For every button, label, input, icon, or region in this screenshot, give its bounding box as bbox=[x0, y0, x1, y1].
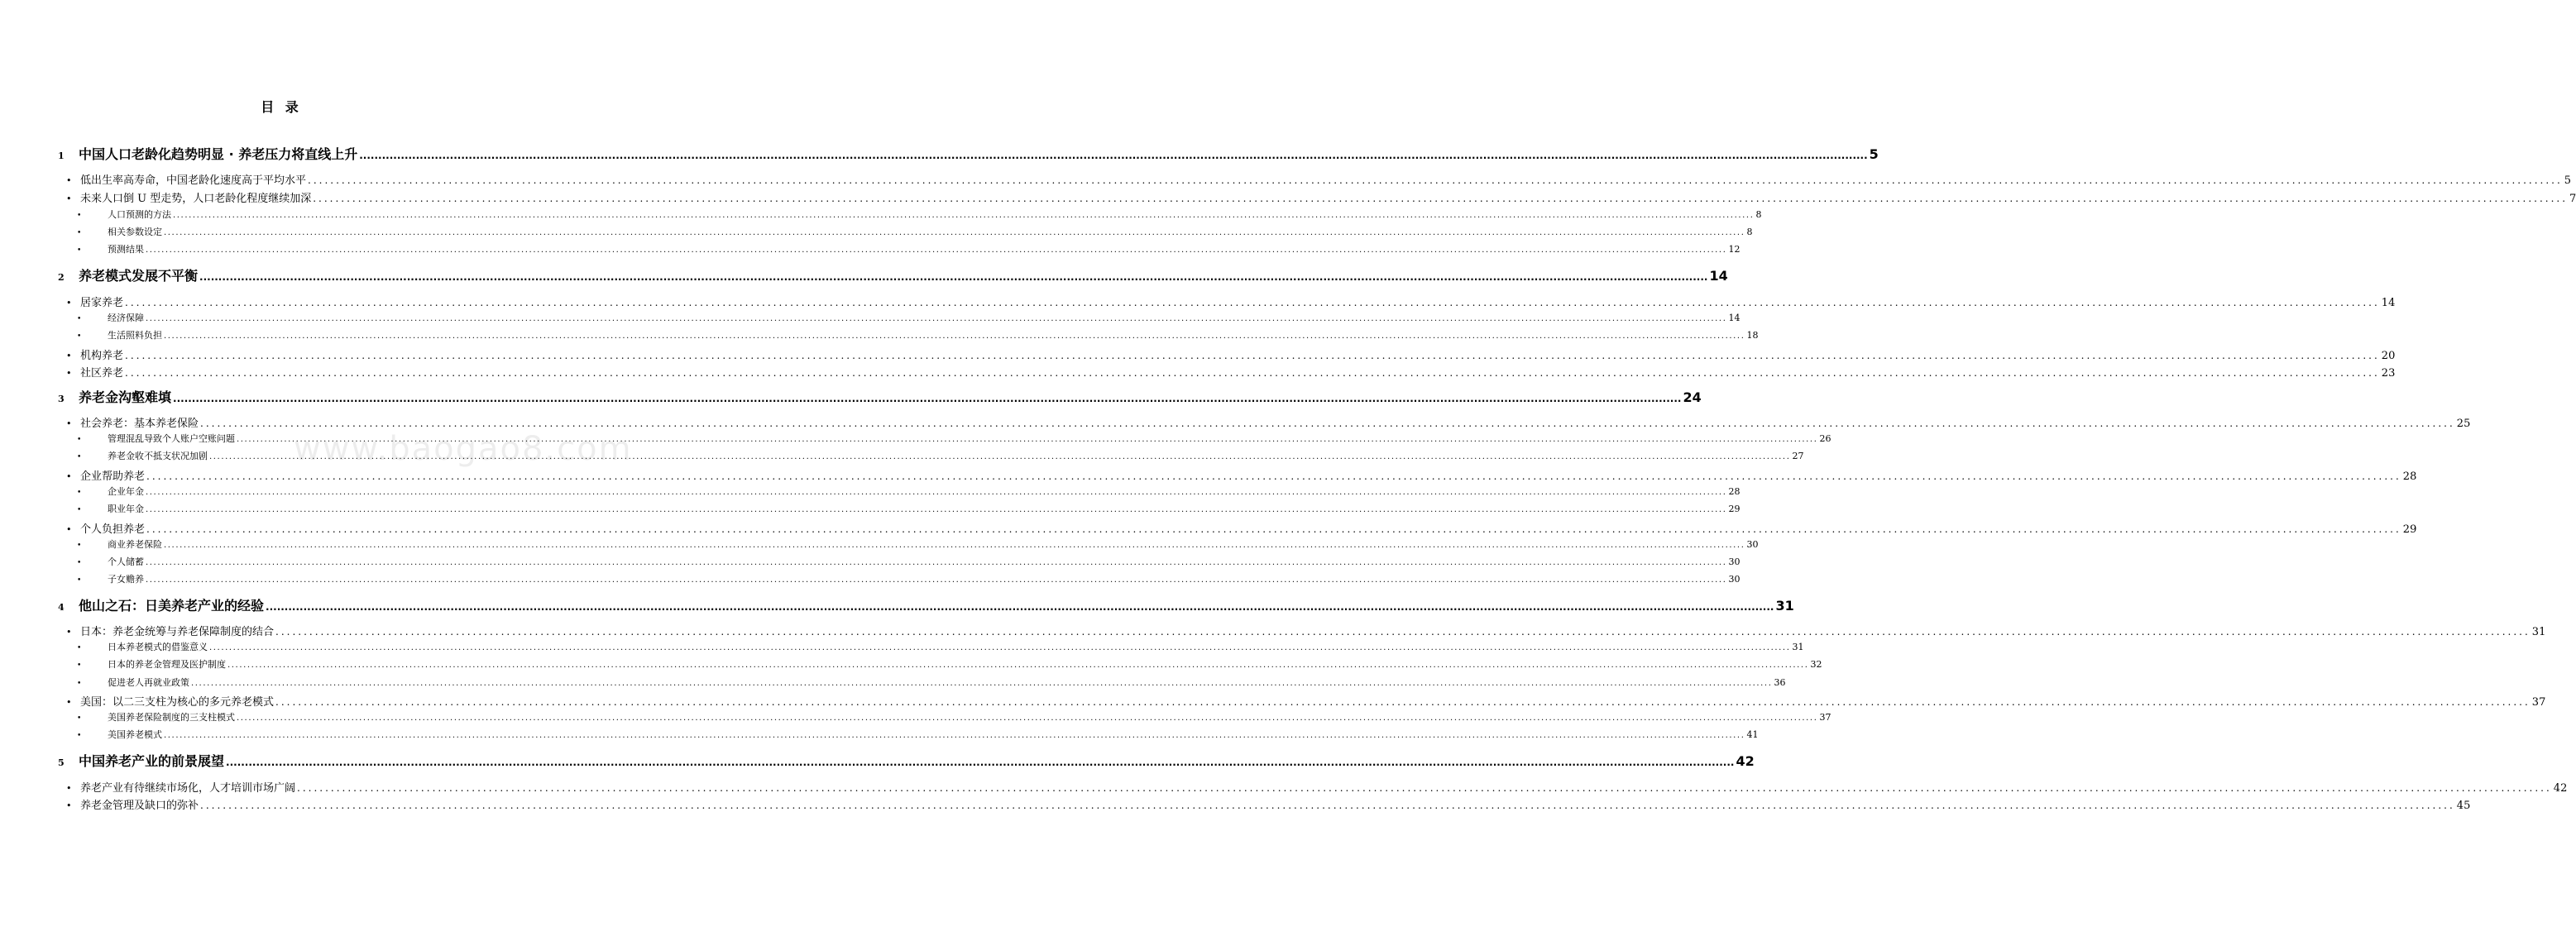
toc-entry-title: 预测结果 bbox=[108, 244, 144, 255]
dot-leader: ................................................................................................................................................................................................................................................................................................................................................................................................................ bbox=[146, 558, 1727, 567]
toc-page-number: 42 bbox=[1736, 753, 1755, 769]
page-title: 目 录 bbox=[261, 99, 302, 115]
dot-leader: ................................................................................................................................................................................................................................................................................................................................................................................................................ bbox=[146, 505, 1727, 514]
dot-leader: ................................................................................................................................................................................................................................................................................................................................................................................................................ bbox=[164, 731, 1745, 740]
toc-page-number: 41 bbox=[1746, 729, 1759, 740]
bullet-icon: • bbox=[77, 332, 82, 341]
bullet-icon: • bbox=[66, 697, 72, 708]
bullet-icon: • bbox=[77, 315, 82, 323]
toc-entry-title: 日本养老模式的借鉴意义 bbox=[108, 642, 208, 652]
dot-leader: ................................................................................................................................................................................................................................................................................................................................................................................................................ bbox=[266, 601, 1774, 613]
toc-page-number: 24 bbox=[1683, 389, 1702, 405]
toc-section[interactable] bbox=[66, 623, 2546, 638]
toc-page-number: 30 bbox=[1746, 539, 1759, 550]
toc-page-number: 36 bbox=[1774, 677, 1786, 688]
toc-section[interactable] bbox=[66, 693, 2546, 709]
toc-subsection[interactable] bbox=[77, 640, 1804, 653]
toc-subsection[interactable] bbox=[77, 449, 1804, 462]
dot-leader: ................................................................................................................................................................................................................................................................................................................................................................................................................ bbox=[173, 211, 1755, 220]
toc-chapter[interactable] bbox=[58, 144, 1879, 162]
toc-page-number: 14 bbox=[1709, 268, 1728, 284]
toc-entry-title: 促进老人再就业政策 bbox=[108, 677, 189, 688]
toc-page-number: 28 bbox=[2402, 470, 2417, 483]
toc-entry-title: 商业养老保险 bbox=[108, 539, 162, 550]
bullet-icon: • bbox=[77, 661, 82, 670]
toc-entry-title: 低出生率高寿命，中国老龄化速度高于平均水平 bbox=[80, 174, 307, 187]
toc-section[interactable] bbox=[66, 346, 2396, 362]
bullet-icon: • bbox=[77, 559, 82, 567]
chapter-number: 3 bbox=[58, 394, 65, 404]
toc-entry-title: 子女赡养 bbox=[108, 574, 144, 585]
bullet-icon: • bbox=[66, 175, 72, 186]
toc-page-number: 27 bbox=[1792, 451, 1804, 461]
toc-entry-title: 养老金收不抵支状况加剧 bbox=[108, 451, 208, 461]
toc-entry-title: 居家养老 bbox=[80, 297, 124, 309]
dot-leader: ................................................................................................................................................................................................................................................................................................................................................................................................................ bbox=[226, 757, 1735, 768]
toc-entry-title: 社会养老：基本养老保险 bbox=[80, 418, 199, 430]
dot-leader: ................................................................................................................................................................................................................................................................................................................................................................................................................ bbox=[227, 661, 1809, 670]
toc-chapter[interactable] bbox=[58, 751, 1755, 769]
toc-page-number: 20 bbox=[2381, 350, 2396, 362]
dot-leader: ................................................................................................................................................................................................................................................................................................................................................................................................................ bbox=[173, 393, 1682, 404]
toc-subsection[interactable] bbox=[77, 676, 1786, 689]
toc-subsection[interactable] bbox=[77, 572, 1740, 585]
toc-page-number: 7 bbox=[2569, 193, 2576, 205]
bullet-icon: • bbox=[66, 524, 72, 535]
toc-entry-title: 养老金管理及缺口的弥补 bbox=[80, 800, 199, 812]
bullet-icon: • bbox=[77, 212, 82, 220]
toc-page-number: 42 bbox=[2553, 782, 2568, 795]
toc-page-number: 26 bbox=[1819, 433, 1831, 444]
toc-subsection[interactable] bbox=[77, 537, 1759, 551]
bullet-icon: • bbox=[77, 229, 82, 237]
toc-page-number: 31 bbox=[1792, 642, 1804, 652]
toc-page-number: 30 bbox=[1728, 556, 1740, 567]
dot-leader: ................................................................................................................................................................................................................................................................................................................................................................................................................ bbox=[308, 174, 2563, 186]
toc-entry-title: 中国人口老龄化趋势明显 · 养老压力将直线上升 bbox=[79, 146, 358, 162]
bullet-icon: • bbox=[66, 193, 72, 204]
toc-entry-title: 美国养老保险制度的三支柱模式 bbox=[108, 712, 235, 723]
toc-chapter[interactable] bbox=[58, 265, 1728, 284]
toc-page-number: 29 bbox=[2402, 523, 2417, 536]
dot-leader: ................................................................................................................................................................................................................................................................................................................................................................................................................ bbox=[146, 314, 1727, 323]
toc-section[interactable] bbox=[66, 467, 2417, 483]
bullet-icon: • bbox=[66, 298, 72, 308]
dot-leader: ................................................................................................................................................................................................................................................................................................................................................................................................................ bbox=[125, 350, 2380, 361]
dot-leader: ................................................................................................................................................................................................................................................................................................................................................................................................................ bbox=[359, 150, 1868, 161]
toc-page-number: 25 bbox=[2456, 418, 2471, 430]
dot-leader: ................................................................................................................................................................................................................................................................................................................................................................................................................ bbox=[275, 626, 2531, 638]
bullet-icon: • bbox=[77, 644, 82, 652]
toc-entry-title: 职业年金 bbox=[108, 504, 144, 514]
toc-subsection[interactable] bbox=[77, 728, 1759, 741]
bullet-icon: • bbox=[66, 783, 72, 794]
toc-entry-title: 日本的养老金管理及医护制度 bbox=[108, 659, 226, 670]
toc-entry-title: 经济保障 bbox=[108, 313, 144, 323]
toc-subsection[interactable] bbox=[77, 710, 1831, 723]
toc-subsection[interactable] bbox=[77, 432, 1831, 445]
toc-page-number: 23 bbox=[2381, 367, 2396, 380]
dot-leader: ................................................................................................................................................................................................................................................................................................................................................................................................................ bbox=[146, 488, 1727, 497]
toc-entry-title: 个人储蓄 bbox=[108, 556, 144, 567]
toc-page-number: 37 bbox=[2531, 696, 2546, 709]
dot-leader: ................................................................................................................................................................................................................................................................................................................................................................................................................ bbox=[146, 470, 2401, 482]
toc-page-number: 31 bbox=[1775, 598, 1794, 614]
toc-entry-title: 他山之石：日美养老产业的经验 bbox=[79, 598, 265, 614]
bullet-icon: • bbox=[77, 542, 82, 550]
toc-entry-title: 养老金沟壑难填 bbox=[79, 389, 172, 405]
bullet-icon: • bbox=[77, 732, 82, 740]
toc-subsection[interactable] bbox=[77, 225, 1753, 238]
toc-entry-title: 生活照料负担 bbox=[108, 330, 162, 341]
bullet-icon: • bbox=[77, 714, 82, 723]
dot-leader: ................................................................................................................................................................................................................................................................................................................................................................................................................ bbox=[297, 782, 2552, 794]
bullet-icon: • bbox=[66, 800, 72, 811]
dot-leader: ................................................................................................................................................................................................................................................................................................................................................................................................................ bbox=[199, 271, 1708, 283]
toc-entry-title: 养老模式发展不平衡 bbox=[79, 268, 199, 284]
bullet-icon: • bbox=[66, 418, 72, 429]
toc-entry-title: 相关参数设定 bbox=[108, 227, 162, 237]
toc-section[interactable] bbox=[66, 796, 2471, 812]
toc-chapter[interactable] bbox=[58, 595, 1794, 614]
dot-leader: ................................................................................................................................................................................................................................................................................................................................................................................................................ bbox=[125, 297, 2380, 308]
toc-page-number: 8 bbox=[1746, 227, 1753, 237]
toc-page-number: 5 bbox=[2564, 174, 2572, 187]
dot-leader: ................................................................................................................................................................................................................................................................................................................................................................................................................ bbox=[237, 435, 1818, 444]
toc-entry-title: 中国养老产业的前景展望 bbox=[79, 753, 225, 769]
dot-leader: ................................................................................................................................................................................................................................................................................................................................................................................................................ bbox=[237, 714, 1818, 723]
watermark: www.baogao8.com bbox=[294, 430, 633, 468]
dot-leader: ................................................................................................................................................................................................................................................................................................................................................................................................................ bbox=[200, 418, 2455, 429]
toc-entry-title: 人口预测的方法 bbox=[108, 209, 171, 220]
toc-subsection[interactable] bbox=[77, 328, 1759, 341]
toc-subsection[interactable] bbox=[77, 311, 1740, 324]
bullet-icon: • bbox=[66, 471, 72, 482]
toc-page-number: 31 bbox=[2531, 626, 2546, 638]
bullet-icon: • bbox=[77, 436, 82, 444]
toc-page-number: 12 bbox=[1728, 244, 1740, 255]
toc-page-number: 5 bbox=[1869, 146, 1879, 162]
bullet-icon: • bbox=[66, 368, 72, 379]
toc-subsection[interactable] bbox=[77, 502, 1740, 515]
toc-entry-title: 美国：以二三支柱为核心的多元养老模式 bbox=[80, 696, 275, 709]
toc-page-number: 37 bbox=[1819, 712, 1831, 723]
toc-entry-title: 机构养老 bbox=[80, 350, 124, 362]
toc-section[interactable] bbox=[66, 294, 2396, 309]
toc-entry-title: 管理混乱导致个人账户空账问题 bbox=[108, 433, 235, 444]
toc-entry-title: 企业帮助养老 bbox=[80, 470, 146, 483]
bullet-icon: • bbox=[77, 506, 82, 514]
toc-entry-title: 美国养老模式 bbox=[108, 729, 162, 740]
toc-section[interactable] bbox=[66, 414, 2471, 430]
bullet-icon: • bbox=[77, 453, 82, 461]
toc-subsection[interactable] bbox=[77, 485, 1740, 498]
chapter-number: 4 bbox=[58, 602, 65, 613]
dot-leader: ................................................................................................................................................................................................................................................................................................................................................................................................................ bbox=[313, 193, 2569, 204]
toc-page-number: 8 bbox=[1755, 209, 1762, 220]
bullet-icon: • bbox=[77, 576, 82, 585]
toc-page-number: 14 bbox=[1728, 313, 1740, 323]
dot-leader: ................................................................................................................................................................................................................................................................................................................................................................................................................ bbox=[209, 643, 1791, 652]
toc-page-number: 45 bbox=[2456, 800, 2471, 812]
dot-leader: ................................................................................................................................................................................................................................................................................................................................................................................................................ bbox=[125, 367, 2380, 379]
chapter-number: 1 bbox=[58, 150, 65, 161]
toc-section[interactable] bbox=[66, 520, 2417, 536]
toc-chapter[interactable] bbox=[58, 387, 1702, 405]
toc-page-number: 30 bbox=[1728, 574, 1740, 585]
chapter-number: 2 bbox=[58, 272, 65, 283]
dot-leader: ................................................................................................................................................................................................................................................................................................................................................................................................................ bbox=[200, 800, 2455, 811]
bullet-icon: • bbox=[66, 351, 72, 361]
toc-entry-title: 企业年金 bbox=[108, 486, 144, 497]
toc-entry-title: 日本：养老金统筹与养老保障制度的结合 bbox=[80, 626, 275, 638]
toc-subsection[interactable] bbox=[77, 242, 1740, 255]
dot-leader: ................................................................................................................................................................................................................................................................................................................................................................................................................ bbox=[164, 332, 1745, 341]
dot-leader: ................................................................................................................................................................................................................................................................................................................................................................................................................ bbox=[209, 452, 1791, 461]
toc-subsection[interactable] bbox=[77, 208, 1762, 221]
dot-leader: ................................................................................................................................................................................................................................................................................................................................................................................................................ bbox=[146, 523, 2401, 535]
toc-page-number: 18 bbox=[1746, 330, 1759, 341]
chapter-number: 5 bbox=[58, 757, 65, 768]
toc-section[interactable] bbox=[66, 189, 2576, 205]
toc-entry-title: 社区养老 bbox=[80, 367, 124, 380]
dot-leader: ................................................................................................................................................................................................................................................................................................................................................................................................................ bbox=[275, 696, 2531, 708]
dot-leader: ................................................................................................................................................................................................................................................................................................................................................................................................................ bbox=[164, 228, 1745, 237]
dot-leader: ................................................................................................................................................................................................................................................................................................................................................................................................................ bbox=[146, 246, 1727, 255]
bullet-icon: • bbox=[77, 246, 82, 255]
dot-leader: ................................................................................................................................................................................................................................................................................................................................................................................................................ bbox=[191, 679, 1773, 688]
bullet-icon: • bbox=[77, 489, 82, 497]
toc-subsection[interactable] bbox=[77, 555, 1740, 568]
toc-entry-title: 个人负担养老 bbox=[80, 523, 146, 536]
toc-section[interactable] bbox=[66, 364, 2396, 380]
toc-page-number: 32 bbox=[1810, 659, 1822, 670]
toc-entry-title: 养老产业有待继续市场化，人才培训市场广阔 bbox=[80, 782, 296, 795]
toc-page-number: 28 bbox=[1728, 486, 1740, 497]
toc-section[interactable] bbox=[66, 171, 2572, 187]
dot-leader: ................................................................................................................................................................................................................................................................................................................................................................................................................ bbox=[164, 541, 1745, 550]
toc-subsection[interactable] bbox=[77, 657, 1822, 671]
toc-entry-title: 未来人口倒 U 型走势，人口老龄化程度继续加深 bbox=[80, 193, 312, 205]
toc-page-number: 14 bbox=[2381, 297, 2396, 309]
bullet-icon: • bbox=[77, 680, 82, 688]
dot-leader: ................................................................................................................................................................................................................................................................................................................................................................................................................ bbox=[146, 575, 1727, 585]
toc-page-number: 29 bbox=[1728, 504, 1740, 514]
toc-section[interactable] bbox=[66, 779, 2568, 795]
bullet-icon: • bbox=[66, 627, 72, 638]
